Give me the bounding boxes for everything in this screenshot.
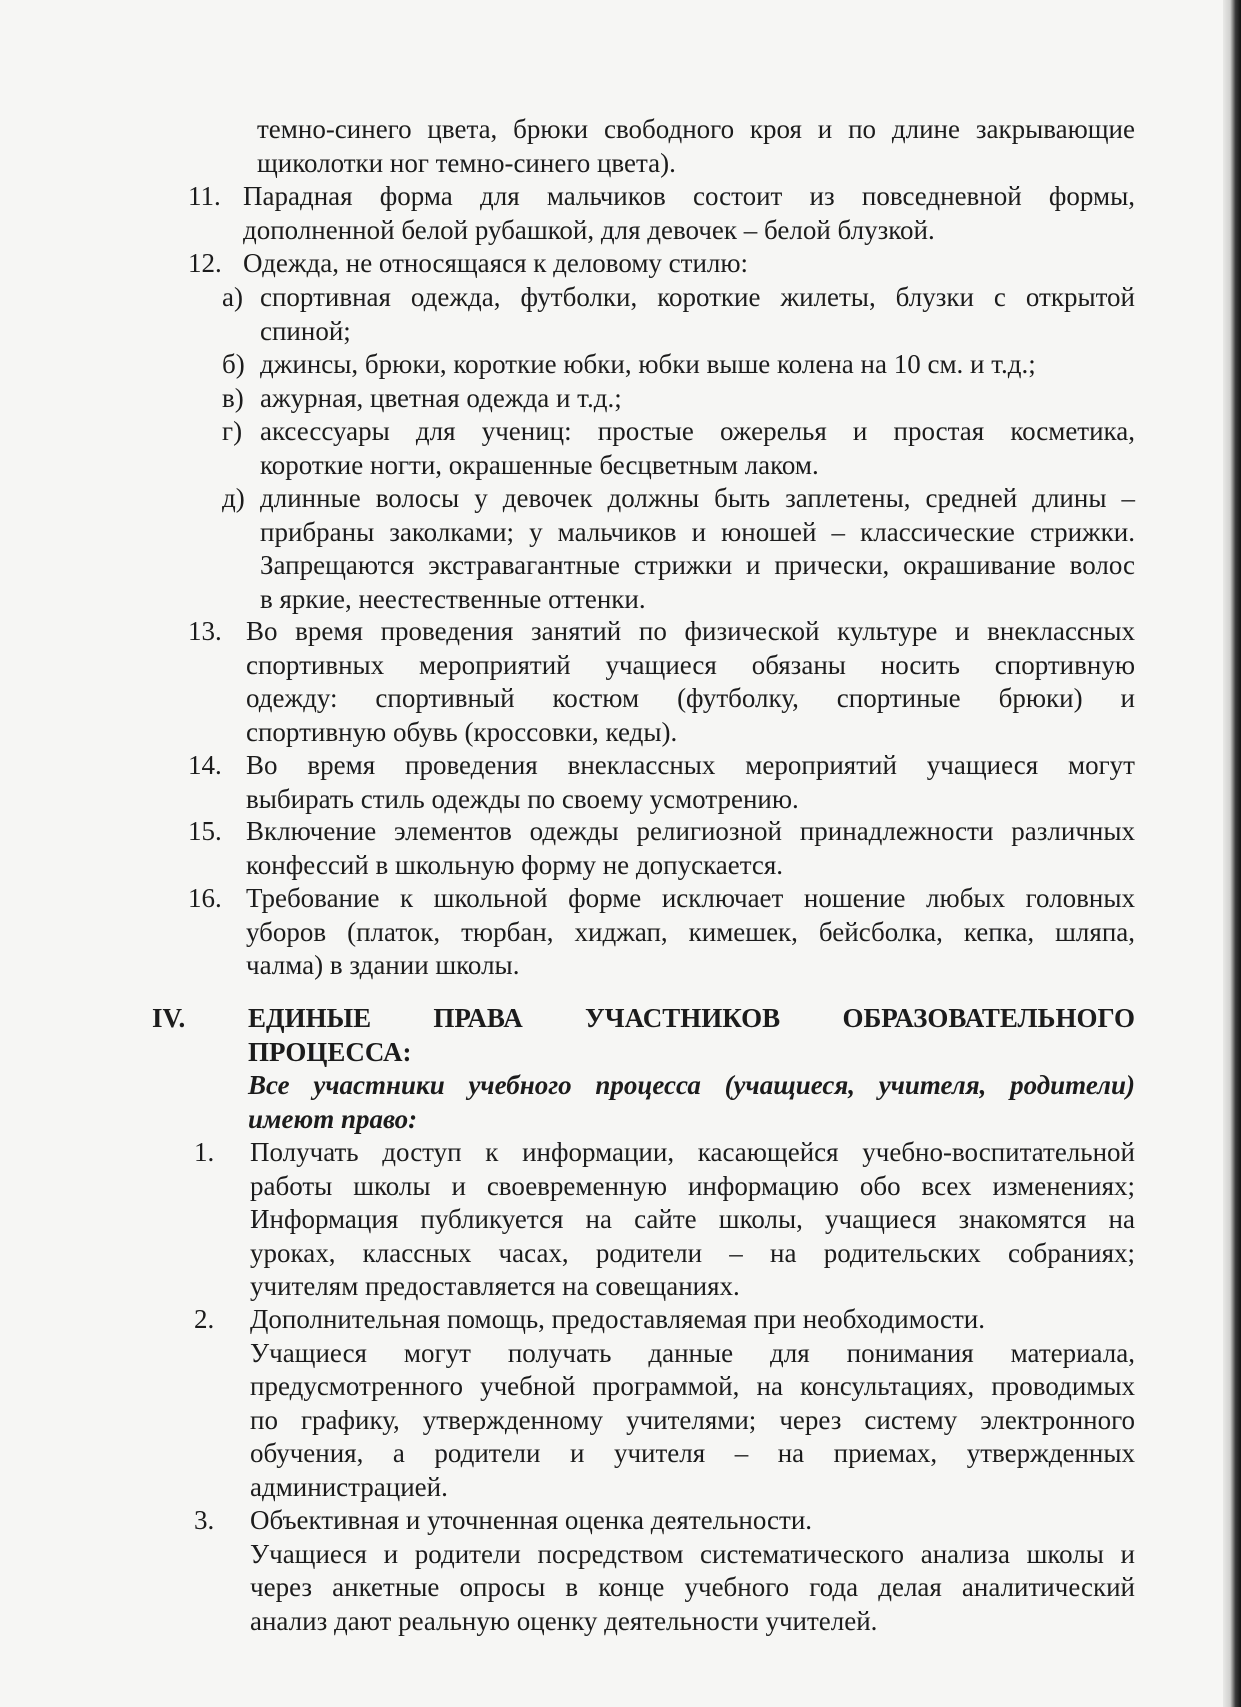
- text-line: анализ дают реальную оценку деятельности учителей.: [250, 1605, 878, 1636]
- text-line: работы школы и своевременную информацию обо всех изменениях;: [250, 1170, 1135, 1201]
- text-line: выбирать стиль одежды по своему усмотрению.: [246, 783, 799, 814]
- text-line: Во время проведения внеклассных мероприятий учащиеся могут: [246, 750, 1135, 780]
- subitem: [260, 382, 1135, 416]
- text-line: джинсы, брюки, короткие юбки, юбки выше колена на 10 см. и т.д.;: [260, 349, 1036, 379]
- section-title: ЕДИНЫЕ ПРАВА УЧАСТНИКОВ ОБРАЗОВАТЕЛЬНОГО: [248, 1003, 1135, 1033]
- list-item: [246, 815, 1135, 882]
- text-line: Парадная форма для мальчиков состоит из повседневной формы,: [243, 181, 1135, 211]
- list-item: [246, 882, 1135, 983]
- text-line: Учащиеся могут получать данные для понимания материала,: [250, 1337, 1135, 1368]
- item-number: 2.: [194, 1304, 215, 1334]
- text-line: уроках, классных часах, родители – на родительских собраниях;: [250, 1237, 1135, 1268]
- subitem-letter: г): [222, 416, 243, 446]
- item-number: 16.: [188, 883, 222, 913]
- item-number: 15.: [188, 816, 222, 846]
- item-number: 12.: [188, 248, 222, 278]
- text-line: короткие ногти, окрашенные бесцветным лаком.: [260, 449, 819, 480]
- section-subtitle: имеют право:: [248, 1103, 418, 1134]
- section-title: ПРОЦЕССА:: [248, 1036, 412, 1067]
- text-line: Учащиеся и родители посредством систематического анализа школы и: [250, 1538, 1135, 1569]
- text-line: Объективная и уточненная оценка деятельности.: [250, 1505, 813, 1535]
- text-line: дополненной белой рубашкой, для девочек – белой блузкой.: [243, 214, 935, 245]
- text-line: Запрещаются экстравагантные стрижки и прически, окрашивание волос: [260, 550, 1135, 580]
- list-item: [250, 1303, 1135, 1504]
- text-line: чалма) в здании школы.: [246, 950, 520, 980]
- text-line: обучения, а родители и учителя – на приемах, утвержденных: [250, 1438, 1135, 1468]
- subitem: [260, 415, 1135, 482]
- text-line: уборов (платок, тюрбан, хиджап, кимешек, бейсболка, кепка, шляпа,: [246, 916, 1135, 947]
- item-number: 13.: [188, 616, 222, 646]
- subitem-letter: д): [222, 483, 245, 513]
- text-line: спортивных мероприятий учащиеся обязаны носить спортивную: [246, 649, 1135, 680]
- list-item: [243, 180, 1135, 247]
- text-line: в яркие, неестественные оттенки.: [260, 583, 646, 614]
- subitem-letter: а): [222, 282, 243, 312]
- text-line: Требование к школьной форме исключает ношение любых головных: [246, 883, 1135, 913]
- list-item: [246, 615, 1135, 749]
- item-number: 1.: [194, 1137, 215, 1167]
- text-line: конфессий в школьную форму не допускается.: [246, 849, 784, 880]
- item-number: 3.: [194, 1505, 215, 1535]
- text-line: Одежда, не относящаяся к деловому стилю:: [243, 248, 749, 278]
- text-line: темно-синего цвета, брюки свободного кроя и по длине закрывающие: [257, 114, 1135, 144]
- subitem-letter: б): [222, 349, 245, 379]
- text-line: спортивную обувь (кроссовки, кеды).: [246, 716, 678, 747]
- section-heading: [248, 1002, 1135, 1136]
- section-number: IV.: [152, 1003, 186, 1033]
- text-line: администрацией.: [250, 1471, 448, 1502]
- list-item: [246, 749, 1135, 816]
- text-line: спортивная одежда, футболки, короткие жилеты, блузки с открытой: [260, 282, 1135, 312]
- text-line: Дополнительная помощь, предоставляемая при необходимости.: [250, 1304, 985, 1334]
- text-line: через анкетные опросы в конце учебного года делая аналитический: [250, 1572, 1135, 1602]
- text-line: учителям предоставляется на совещаниях.: [250, 1271, 740, 1301]
- continuation-text: [257, 113, 1135, 180]
- subitem: [260, 348, 1135, 382]
- text-line: длинные волосы у девочек должны быть заплетены, средней длины –: [260, 483, 1135, 513]
- text-line: спиной;: [260, 315, 351, 346]
- text-line: по графику, утвержденному учителями; через систему электронного: [250, 1404, 1135, 1435]
- subitem-letter: в): [222, 383, 244, 413]
- list-item: [243, 247, 1135, 281]
- subitem: [260, 281, 1135, 348]
- text-line: предусмотренного учебной программой, на консультациях, проводимых: [250, 1371, 1135, 1401]
- text-line: Информация публикуется на сайте школы, учащиеся знакомятся на: [250, 1204, 1135, 1234]
- text-line: аксессуары для учениц: простые ожерелья и простая косметика,: [260, 416, 1135, 446]
- item-number: 11.: [188, 181, 221, 211]
- text-line: щиколотки ног темно-синего цвета).: [257, 147, 676, 178]
- text-line: ажурная, цветная одежда и т.д.;: [260, 383, 622, 413]
- section-subtitle: Все участники учебного процесса (учащиеся, учителя, родители): [248, 1070, 1135, 1100]
- text-line: Включение элементов одежды религиозной принадлежности различных: [246, 816, 1135, 846]
- list-item: [250, 1504, 1135, 1638]
- list-item: [250, 1136, 1135, 1304]
- subitem: [260, 482, 1135, 616]
- text-line: Получать доступ к информации, касающейся учебно-воспитательной: [250, 1137, 1135, 1167]
- text-line: одежду: спортивный костюм (футболку, спортиные брюки) и: [246, 683, 1135, 713]
- item-number: 14.: [188, 750, 222, 780]
- text-line: прибраны заколками; у мальчиков и юношей – классические стрижки.: [260, 516, 1135, 547]
- text-line: Во время проведения занятий по физической культуре и внеклассных: [246, 616, 1135, 646]
